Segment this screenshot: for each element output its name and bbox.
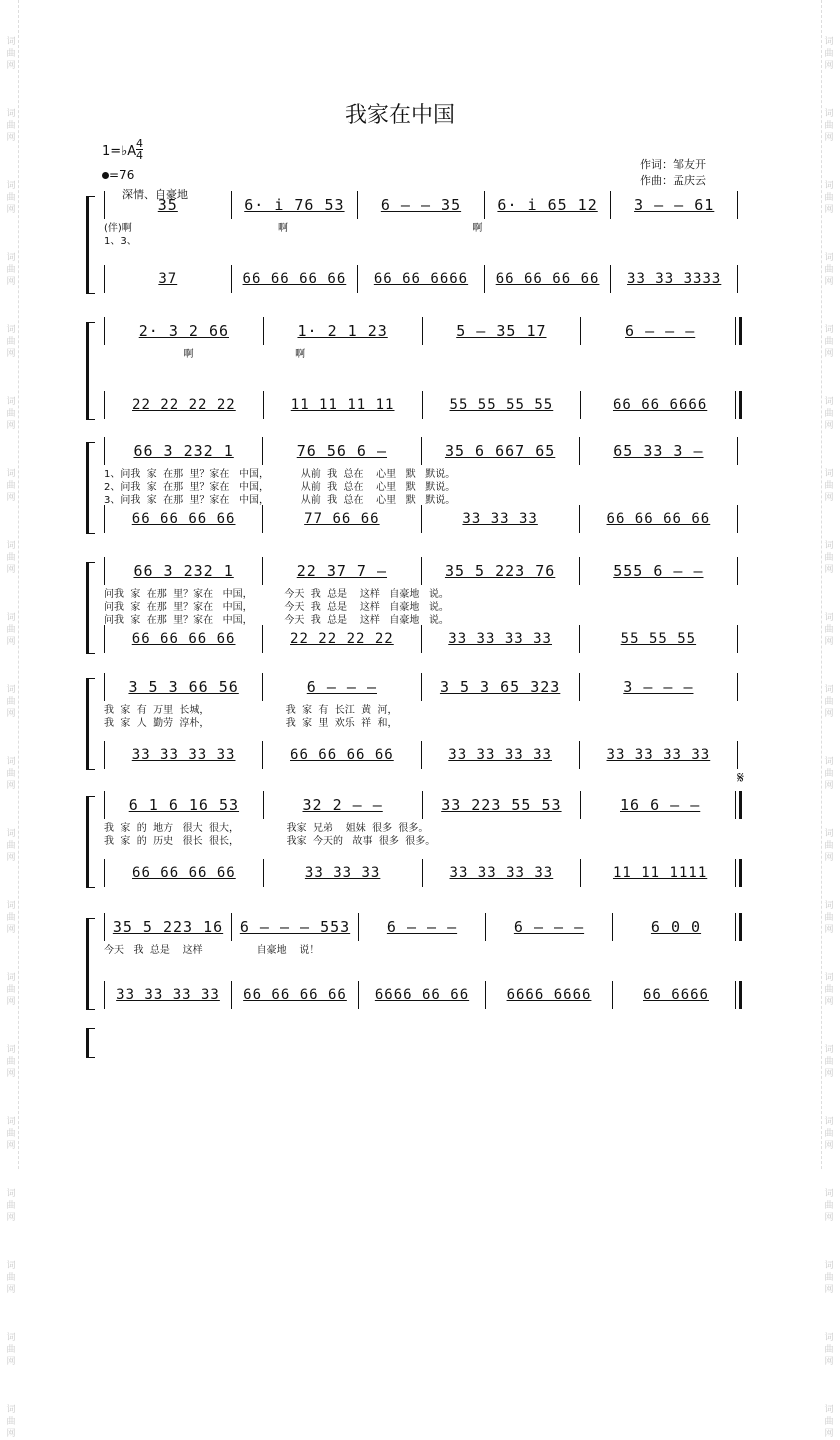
barline xyxy=(421,505,422,533)
barline xyxy=(421,437,422,465)
time-bottom: 4 xyxy=(136,149,143,162)
tempo-marking xyxy=(102,168,134,182)
measure: 66 66 66 66 xyxy=(243,987,347,1003)
lyric-line: 1、3、 xyxy=(104,236,137,247)
barline xyxy=(612,913,613,941)
lyric-line: 问我 家 在那 里？家在 中国， 今天 我 总是 这样 自豪地 说。 xyxy=(104,602,449,613)
barline xyxy=(421,673,422,701)
system-bracket xyxy=(86,796,95,888)
end-barline xyxy=(735,859,742,887)
barline xyxy=(580,391,581,419)
measure: 6 – – – xyxy=(306,678,377,696)
melody-line xyxy=(100,316,742,346)
measure: 11 11 11 11 xyxy=(290,397,395,413)
barline xyxy=(421,741,422,769)
system-bracket xyxy=(86,322,95,420)
measure: 11 11 1111 xyxy=(612,865,708,881)
barline xyxy=(104,625,105,653)
measure: 33 33 33 xyxy=(462,511,538,527)
measure: 33 33 33 33 xyxy=(448,747,552,763)
barline xyxy=(737,265,738,293)
segno-icon: 𝄋 xyxy=(737,768,744,787)
barline xyxy=(104,981,105,1009)
measure: 37 xyxy=(158,271,178,287)
barline xyxy=(485,913,486,941)
barline xyxy=(579,673,580,701)
barline xyxy=(262,557,263,585)
measure: 55 55 55 xyxy=(620,631,697,647)
harmony-line xyxy=(100,624,742,654)
barline xyxy=(231,981,232,1009)
barline xyxy=(579,741,580,769)
measure: 66 66 6666 xyxy=(373,271,469,287)
lyrics-block xyxy=(104,348,742,361)
barline xyxy=(421,625,422,653)
melody-line xyxy=(100,556,742,586)
measure: 555 6 – – xyxy=(613,562,704,580)
harmony-line xyxy=(100,980,742,1010)
measure: 1· 2 1 23 xyxy=(297,322,388,340)
time-top: 4 xyxy=(136,137,143,150)
barline xyxy=(104,505,105,533)
measure: 6· i 76 53 xyxy=(244,196,345,214)
melody-line xyxy=(100,190,742,220)
lyric-line: 我 家 的 历史 很长 很长， 我家 今天的 故事 很多 很多。 xyxy=(104,836,436,847)
lyrics-block xyxy=(104,468,742,507)
measure: 6666 66 66 xyxy=(374,987,470,1003)
barline xyxy=(262,437,263,465)
measure: 66 66 66 66 xyxy=(131,631,236,647)
end-barline xyxy=(735,317,742,345)
harmony-line xyxy=(100,264,742,294)
barline xyxy=(358,913,359,941)
end-barline xyxy=(735,981,742,1009)
measure: 66 66 6666 xyxy=(612,397,708,413)
barline xyxy=(104,265,105,293)
measure: 33 33 33 33 xyxy=(449,865,554,881)
barline xyxy=(580,859,581,887)
quarter-note-icon xyxy=(102,172,109,179)
measure: 66 66 66 66 xyxy=(606,511,711,527)
measure: 6· i 65 12 xyxy=(497,196,598,214)
measure: 22 22 22 22 xyxy=(290,631,394,647)
harmony-line xyxy=(100,858,742,888)
measure: 22 37 7 – xyxy=(296,562,388,580)
measure: 77 66 66 xyxy=(304,511,380,527)
end-barline xyxy=(735,391,742,419)
measure: 3 – – 61 xyxy=(634,196,715,214)
barline xyxy=(579,505,580,533)
measure: 35 5 223 16 xyxy=(112,918,224,936)
end-barline xyxy=(735,791,742,819)
barline xyxy=(104,741,105,769)
lyrics-block xyxy=(104,822,742,848)
lyric-line: 3、问我 家 在那 里？家在 中国， 从前 我 总在 心里 默 默说。 xyxy=(104,495,456,506)
measure: 16 6 – – xyxy=(620,796,701,814)
barline xyxy=(104,557,105,585)
barline xyxy=(422,317,423,345)
harmony-line xyxy=(100,740,742,770)
measure: 33 33 33 33 xyxy=(131,747,236,763)
barline xyxy=(579,557,580,585)
song-title: 我家在中国 xyxy=(344,103,455,128)
lyrics-block xyxy=(104,222,742,248)
score-system xyxy=(86,672,744,787)
barline xyxy=(104,859,105,887)
watermark-left: 词曲网 词曲网 词曲网 词曲网 词曲网 词曲网 词曲网 词曲网 词曲网 词曲网 词曲网 词曲网 词曲网 词曲网 词曲网 词曲网 词曲网 词曲网 词曲网 词曲网 xyxy=(4,0,19,1169)
barline xyxy=(421,557,422,585)
barline xyxy=(104,913,105,941)
watermark-right: 词曲网 词曲网 词曲网 词曲网 词曲网 词曲网 词曲网 词曲网 词曲网 词曲网 词曲网 词曲网 词曲网 词曲网 词曲网 词曲网 词曲网 词曲网 词曲网 词曲网 xyxy=(821,0,836,1169)
barline xyxy=(104,791,105,819)
barline xyxy=(737,437,738,465)
score-system xyxy=(86,316,742,422)
barline xyxy=(263,317,264,345)
measure: 33 33 33 33 xyxy=(448,631,552,647)
time-signature xyxy=(136,138,143,161)
barline xyxy=(263,791,264,819)
barline xyxy=(422,391,423,419)
measure: 55 55 55 55 xyxy=(449,397,554,413)
measure: 76 56 6 – xyxy=(296,442,388,460)
score-system xyxy=(86,436,742,536)
barline xyxy=(262,741,263,769)
score-system xyxy=(86,912,742,1012)
barline xyxy=(104,673,105,701)
lyric-line: 啊 啊 xyxy=(104,349,306,360)
measure: 32 2 – – xyxy=(302,796,383,814)
measure: 33 33 33 33 xyxy=(606,747,711,763)
measure: 66 66 66 66 xyxy=(242,271,347,287)
score-system xyxy=(86,190,742,296)
measure: 66 66 66 66 xyxy=(131,511,236,527)
barline xyxy=(737,741,738,769)
measure: 3 – – – xyxy=(623,678,694,696)
lyric-line: 我 家 有 万里 长城， 我 家 有 长江 黄 河， xyxy=(104,705,398,716)
measure: 66 66 66 66 xyxy=(132,865,236,881)
tempo-value: =76 xyxy=(109,168,135,182)
melody-line xyxy=(100,790,742,820)
barline xyxy=(422,859,423,887)
measure: 6 – – – xyxy=(625,322,696,340)
system-bracket xyxy=(86,918,95,1010)
key-signature xyxy=(102,137,143,162)
measure: 33 33 33 xyxy=(304,865,381,881)
measure: 33 33 3333 xyxy=(627,271,722,287)
measure: 66 6666 xyxy=(642,987,709,1003)
barline xyxy=(104,317,105,345)
empty-system-bracket xyxy=(86,1028,95,1058)
measure: 66 66 66 66 xyxy=(290,747,394,763)
measure: 3 5 3 66 56 xyxy=(128,678,239,696)
system-bracket xyxy=(86,196,95,294)
measure: 6 0 0 xyxy=(650,918,702,936)
measure: 3 5 3 65 323 xyxy=(439,678,561,696)
measure: 33 223 55 53 xyxy=(441,796,562,814)
melody-line xyxy=(100,436,742,466)
system-bracket xyxy=(86,562,95,654)
measure: 6 – – – xyxy=(513,918,585,936)
barline xyxy=(358,981,359,1009)
melody-line xyxy=(100,672,742,702)
barline xyxy=(104,437,105,465)
measure: 6 – – 35 xyxy=(380,196,462,214)
barline xyxy=(357,265,358,293)
lyric-line: 2、问我 家 在那 里？家在 中国， 从前 我 总在 心里 默 默说。 xyxy=(104,482,456,493)
system-bracket xyxy=(86,678,95,770)
measure: 6 – – – xyxy=(386,918,458,936)
barline xyxy=(612,981,613,1009)
barline xyxy=(104,391,105,419)
lyric-line: 问我 家 在那 里？家在 中国， 今天 我 总是 这样 自豪地 说。 xyxy=(104,615,449,626)
composer: 作曲：孟庆云 xyxy=(640,174,706,187)
barline xyxy=(231,191,232,219)
barline xyxy=(262,505,263,533)
lyric-line: 我 家 人 勤劳 淳朴， 我 家 里 欢乐 祥 和， xyxy=(104,718,398,729)
measure: 35 xyxy=(157,196,178,214)
measure: 35 6 667 65 xyxy=(444,442,556,460)
barline xyxy=(737,557,738,585)
measure: 6 – – – 553 xyxy=(239,918,351,936)
lyric-line: 1、问我 家 在那 里？家在 中国， 从前 我 总在 心里 默 默说。 xyxy=(104,469,456,480)
barline xyxy=(263,391,264,419)
barline xyxy=(610,265,611,293)
lyric-line: 今天 我 总是 这样 自豪地 说！ xyxy=(104,945,320,956)
measure: 33 33 33 33 xyxy=(116,987,220,1003)
barline xyxy=(737,505,738,533)
score-system xyxy=(86,790,742,890)
lyrics-block xyxy=(104,704,742,730)
barline xyxy=(737,191,738,219)
harmony-line xyxy=(100,504,742,534)
measure: 66 66 66 66 xyxy=(495,271,600,287)
end-barline xyxy=(735,913,742,941)
system-bracket xyxy=(86,442,95,534)
measure: 2· 3 2 66 xyxy=(138,322,230,340)
lyrics-block xyxy=(104,944,742,957)
barline xyxy=(484,265,485,293)
expression-marking: 深情、自豪地 xyxy=(122,188,188,201)
barline xyxy=(422,791,423,819)
barline xyxy=(262,625,263,653)
barline xyxy=(262,673,263,701)
barline xyxy=(580,317,581,345)
harmony-line xyxy=(100,390,742,420)
melody-line xyxy=(100,912,742,942)
barline xyxy=(357,191,358,219)
measure: 65 33 3 – xyxy=(613,442,704,460)
barline xyxy=(737,673,738,701)
measure: 5 – 35 17 xyxy=(456,322,547,340)
barline xyxy=(104,191,105,219)
lyricist: 作词：邹友开 xyxy=(640,158,706,171)
barline xyxy=(485,981,486,1009)
measure: 6 1 6 16 53 xyxy=(128,796,240,814)
barline xyxy=(263,859,264,887)
measure: 22 22 22 22 xyxy=(132,397,236,413)
lyrics-block xyxy=(104,588,742,627)
lyric-line: 问我 家 在那 里？家在 中国， 今天 我 总是 这样 自豪地 说。 xyxy=(104,589,449,600)
barline xyxy=(579,437,580,465)
barline xyxy=(484,191,485,219)
measure: 66 3 232 1 xyxy=(133,562,234,580)
barline xyxy=(610,191,611,219)
key-label: 1=♭A xyxy=(102,144,137,159)
lyric-line: (伴)啊 啊 啊 xyxy=(104,223,483,234)
measure: 35 5 223 76 xyxy=(444,562,556,580)
measure: 66 3 232 1 xyxy=(133,442,234,460)
barline xyxy=(579,625,580,653)
lyric-line: 我 家 的 地方 很大 很大， 我家 兄弟 姐妹 很多 很多。 xyxy=(104,823,429,834)
barline xyxy=(580,791,581,819)
score-system xyxy=(86,556,742,656)
measure: 6666 6666 xyxy=(506,987,592,1003)
barline xyxy=(231,265,232,293)
barline xyxy=(737,625,738,653)
barline xyxy=(231,913,232,941)
